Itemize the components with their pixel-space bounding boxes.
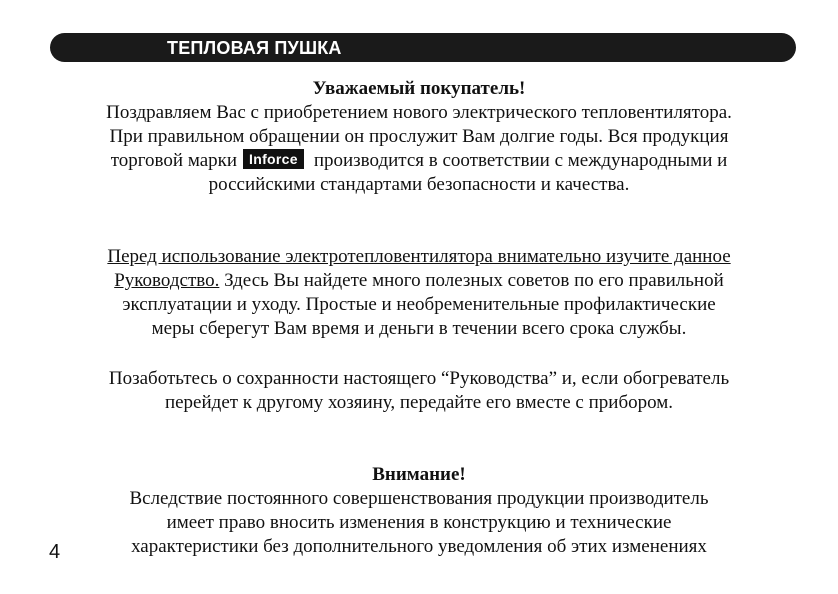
attention-line-1: Вследствие постоянного совершенствования продукции производитель <box>129 488 709 509</box>
greeting-section <box>40 77 798 197</box>
manual-reference: Руководство. <box>114 270 220 291</box>
page-number: 4 <box>49 541 61 563</box>
instructions-line-1: Перед использование электротепловентилятора внимательно изучите данное <box>107 246 731 267</box>
care-section <box>40 367 798 415</box>
greeting-line-1: Поздравляем Вас с приобретением нового электрического тепловентилятора. <box>106 102 732 123</box>
care-line-1: Позаботьтесь о сохранности настоящего “Руководства” и, если обогреватель <box>108 368 730 389</box>
header-bar <box>50 33 796 62</box>
attention-line-2: имеет право вносить изменения в конструкцию и технические <box>166 512 672 533</box>
greeting-heading: Уважаемый покупатель! <box>312 78 526 99</box>
greeting-line-3-start: торговой марки <box>110 150 238 171</box>
attention-heading: Внимание! <box>372 464 466 485</box>
instructions-line-3: эксплуатации и уходу. Простые и необременительные профилактические <box>122 294 716 315</box>
attention-section <box>40 463 798 559</box>
instructions-section <box>40 245 798 341</box>
brand-logo: Inforce <box>243 149 304 169</box>
instructions-line-2 <box>40 269 798 293</box>
care-line-2: перейдет к другому хозяину, передайте его вместе с прибором. <box>164 392 674 413</box>
attention-line-3: характеристики без дополнительного уведомления об этих изменениях <box>131 536 707 557</box>
greeting-line-2: При правильном обращении он прослужит Вам долгие годы. Вся продукция <box>109 126 729 147</box>
instructions-line-2-rest: Здесь Вы найдете много полезных советов по его правильной <box>219 270 724 291</box>
greeting-line-4: российскими стандартами безопасности и качества. <box>208 174 630 195</box>
page-title: ТЕПЛОВАЯ ПУШКА <box>167 38 342 58</box>
greeting-line-3 <box>40 149 798 173</box>
instructions-line-4: меры сберегут Вам время и деньги в течении всего срока службы. <box>151 318 687 339</box>
greeting-line-3-end: производится в соответствии с международными и <box>313 150 728 171</box>
